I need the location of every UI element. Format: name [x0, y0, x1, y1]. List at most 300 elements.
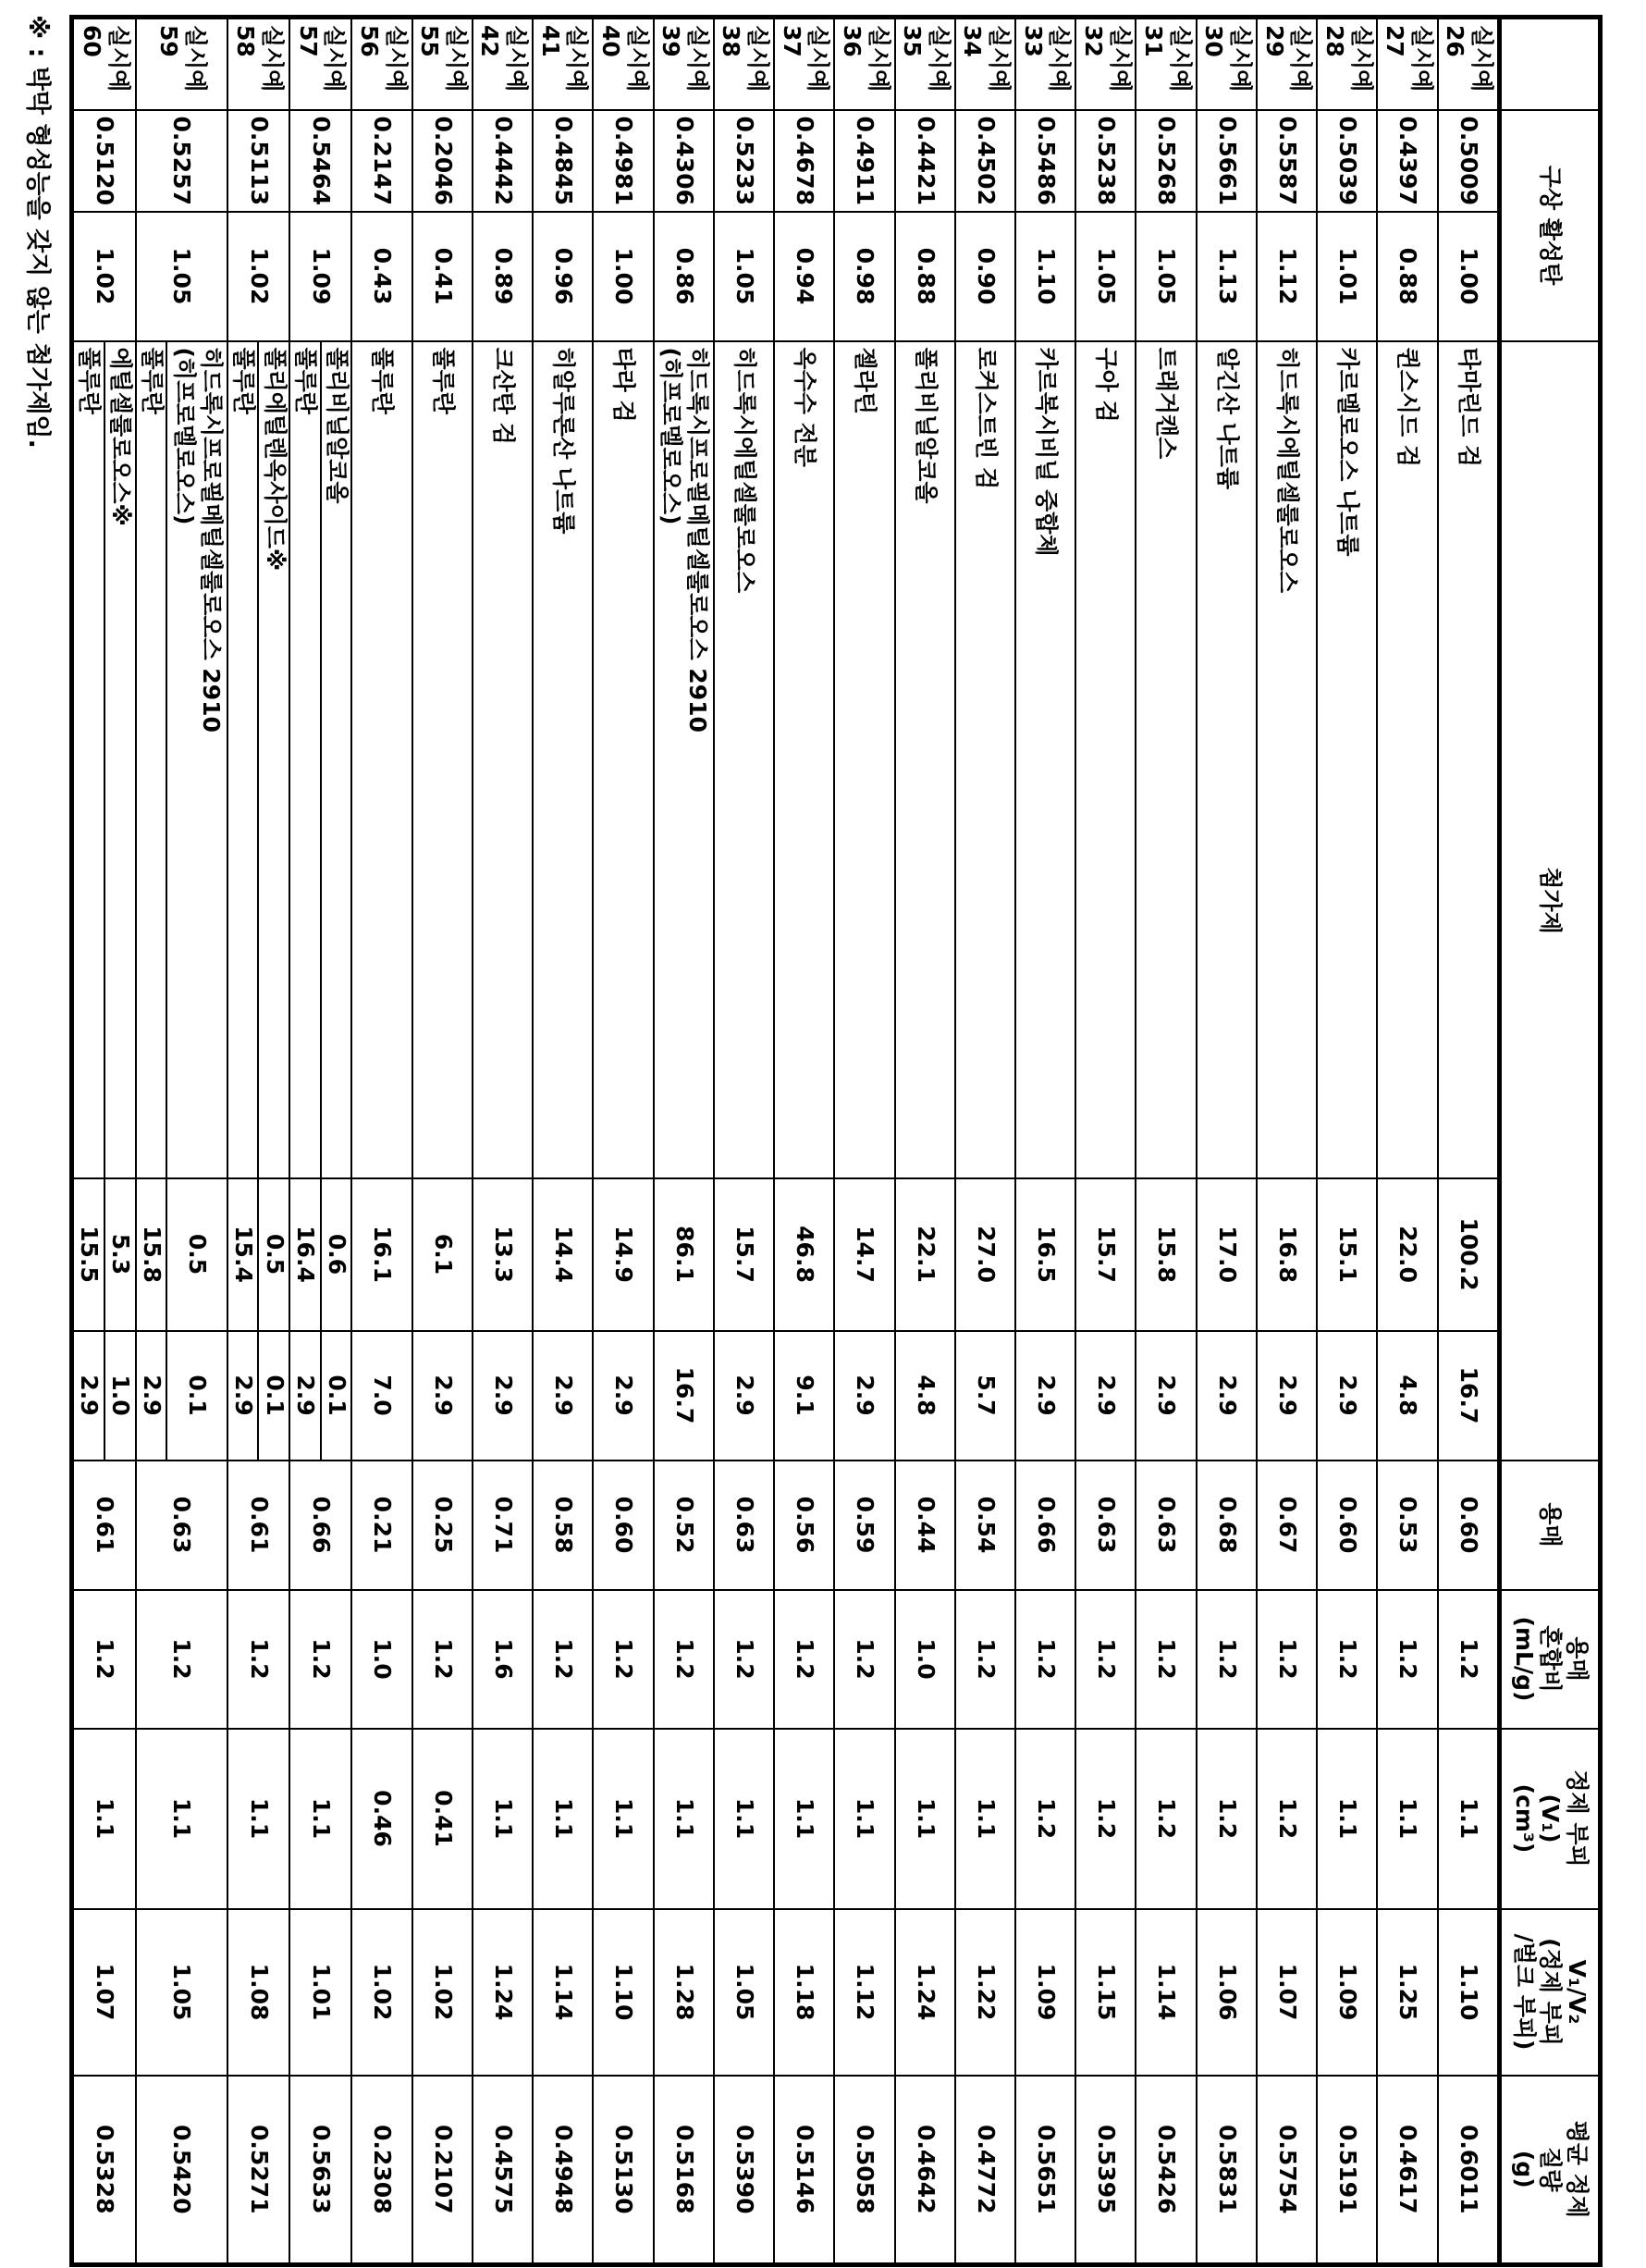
tablet-mass: 0.5058 — [834, 2076, 894, 2265]
solvent: 0.60 — [593, 1461, 653, 1590]
tablet-mass: 0.5390 — [714, 2076, 774, 2265]
header-additive: 첨가제 — [1500, 341, 1601, 1461]
additive-amount: 13.3 — [473, 1178, 533, 1331]
volume-ratio: 1.07 — [1257, 1909, 1317, 2076]
additive-amount: 15.7 — [1075, 1178, 1136, 1331]
table-row — [104, 18, 136, 2265]
additive-name: 풀루란 — [136, 341, 167, 1178]
additive-amount: 15.8 — [136, 1178, 167, 1331]
solvent: 0.67 — [1257, 1461, 1317, 1590]
tablet-mass: 0.5130 — [593, 2076, 653, 2265]
tablet-mass: 0.5168 — [654, 2076, 714, 2265]
additive-amount: 16.1 — [351, 1178, 412, 1331]
header-spherical-carbon: 구상 활성탄 — [1500, 110, 1601, 341]
additive-amount: 14.7 — [834, 1178, 894, 1331]
additive-amount: 15.7 — [714, 1178, 774, 1331]
volume-ratio: 1.24 — [473, 1909, 533, 2076]
additive-ratio: 0.1 — [321, 1331, 352, 1461]
tablet-volume: 1.2 — [1015, 1729, 1075, 1909]
tablet-mass: 0.4642 — [895, 2076, 955, 2265]
additive-amount: 16.5 — [1015, 1178, 1075, 1331]
mix-ratio: 1.2 — [654, 1590, 714, 1729]
additive-amount: 15.8 — [1136, 1178, 1196, 1331]
tablet-mass: 0.5146 — [774, 2076, 834, 2265]
table-row — [1197, 18, 1257, 2265]
tablet-volume: 1.1 — [227, 1729, 289, 1909]
additive-name: 히알루론산 나트륨 — [533, 341, 593, 1178]
carbon-amount: 0.4678 — [774, 110, 834, 212]
example-label: 실시예37 — [774, 18, 834, 110]
table-row — [593, 18, 653, 2265]
tablet-volume: 1.1 — [1377, 1729, 1437, 1909]
volume-ratio: 1.09 — [1015, 1909, 1075, 2076]
example-label: 실시예35 — [895, 18, 955, 110]
header-solvent: 용매 — [1500, 1461, 1601, 1590]
additive-name: 폴리비닐알코올 — [895, 341, 955, 1178]
carbon-ratio: 1.09 — [289, 212, 351, 341]
example-label: 실시예41 — [533, 18, 593, 110]
additive-name: 알긴산 나트륨 — [1197, 341, 1257, 1178]
examples-table — [69, 15, 1603, 2267]
volume-ratio: 1.25 — [1377, 1909, 1437, 2076]
additive-amount: 5.3 — [104, 1178, 136, 1331]
solvent: 0.52 — [654, 1461, 714, 1590]
carbon-ratio: 0.90 — [955, 212, 1015, 341]
table-row — [473, 18, 533, 2265]
tablet-mass: 0.5328 — [72, 2076, 136, 2265]
table-row — [1075, 18, 1136, 2265]
volume-ratio: 1.09 — [1317, 1909, 1377, 2076]
tablet-mass: 0.5420 — [136, 2076, 227, 2265]
carbon-amount: 0.5486 — [1015, 110, 1075, 212]
solvent: 0.66 — [1015, 1461, 1075, 1590]
volume-ratio: 1.14 — [1136, 1909, 1196, 2076]
additive-ratio: 16.7 — [1438, 1331, 1500, 1461]
tablet-mass: 0.2107 — [412, 2076, 473, 2265]
mix-ratio: 1.2 — [289, 1590, 351, 1729]
additive-ratio: 2.9 — [1197, 1331, 1257, 1461]
solvent: 0.58 — [533, 1461, 593, 1590]
tablet-volume: 1.1 — [593, 1729, 653, 1909]
solvent: 0.66 — [289, 1461, 351, 1590]
carbon-ratio: 1.01 — [1317, 212, 1377, 341]
additive-name: 에틸셀룰로오스※ — [104, 341, 136, 1178]
tablet-mass: 0.5633 — [289, 2076, 351, 2265]
additive-ratio: 4.8 — [1377, 1331, 1437, 1461]
tablet-volume: 1.2 — [1197, 1729, 1257, 1909]
additive-name: 로커스트빈 검 — [955, 341, 1015, 1178]
additive-ratio: 0.1 — [166, 1331, 227, 1461]
tablet-volume: 1.1 — [136, 1729, 227, 1909]
table-row — [412, 18, 473, 2265]
example-label: 실시예30 — [1197, 18, 1257, 110]
carbon-ratio: 1.00 — [1438, 212, 1500, 341]
table-row — [1377, 18, 1437, 2265]
carbon-ratio: 1.02 — [72, 212, 136, 341]
example-label: 실시예58 — [227, 18, 289, 110]
additive-ratio: 0.1 — [258, 1331, 289, 1461]
carbon-ratio: 0.86 — [654, 212, 714, 341]
volume-ratio: 1.05 — [714, 1909, 774, 2076]
table-row — [1438, 18, 1500, 2265]
tablet-volume: 1.1 — [72, 1729, 136, 1909]
additive-amount: 14.9 — [593, 1178, 653, 1331]
additive-ratio: 2.9 — [1317, 1331, 1377, 1461]
tablet-volume: 1.1 — [533, 1729, 593, 1909]
solvent: 0.44 — [895, 1461, 955, 1590]
header-row — [1500, 18, 1601, 2265]
carbon-amount: 0.5257 — [136, 110, 227, 212]
carbon-amount: 0.5039 — [1317, 110, 1377, 212]
volume-ratio: 1.28 — [654, 1909, 714, 2076]
carbon-ratio: 1.02 — [227, 212, 289, 341]
tablet-mass: 0.5271 — [227, 2076, 289, 2265]
tablet-mass: 0.5831 — [1197, 2076, 1257, 2265]
mix-ratio: 1.2 — [714, 1590, 774, 1729]
tablet-mass: 0.5754 — [1257, 2076, 1317, 2265]
volume-ratio: 1.12 — [834, 1909, 894, 2076]
example-label: 실시예27 — [1377, 18, 1437, 110]
carbon-amount: 0.5661 — [1197, 110, 1257, 212]
volume-ratio: 1.02 — [412, 1909, 473, 2076]
example-label: 실시예40 — [593, 18, 653, 110]
additive-name: 폴리비닐알코올 — [321, 341, 352, 1178]
carbon-amount: 0.2147 — [351, 110, 412, 212]
carbon-ratio: 1.05 — [714, 212, 774, 341]
mix-ratio: 1.2 — [774, 1590, 834, 1729]
example-label: 실시예32 — [1075, 18, 1136, 110]
additive-ratio: 2.9 — [1075, 1331, 1136, 1461]
carbon-ratio: 0.94 — [774, 212, 834, 341]
additive-amount: 86.1 — [654, 1178, 714, 1331]
mix-ratio: 1.2 — [593, 1590, 653, 1729]
header-mass: 평균 정제 질량 (g) — [1500, 2076, 1601, 2265]
additive-amount: 6.1 — [412, 1178, 473, 1331]
table-row — [714, 18, 774, 2265]
table-row — [1317, 18, 1377, 2265]
mix-ratio: 1.2 — [1317, 1590, 1377, 1729]
additive-ratio: 7.0 — [351, 1331, 412, 1461]
solvent: 0.61 — [227, 1461, 289, 1590]
mix-ratio: 1.2 — [834, 1590, 894, 1729]
additive-ratio: 2.9 — [593, 1331, 653, 1461]
tablet-volume: 1.2 — [1257, 1729, 1317, 1909]
tablet-mass: 0.4948 — [533, 2076, 593, 2265]
mix-ratio: 1.0 — [895, 1590, 955, 1729]
additive-name: 풀루란 — [412, 341, 473, 1178]
tablet-volume: 0.46 — [351, 1729, 412, 1909]
tablet-volume: 1.1 — [1317, 1729, 1377, 1909]
solvent: 0.21 — [351, 1461, 412, 1590]
example-label: 실시예33 — [1015, 18, 1075, 110]
table-row — [258, 18, 289, 2265]
example-label: 실시예36 — [834, 18, 894, 110]
example-label: 실시예26 — [1438, 18, 1500, 110]
additive-name: 풀루란 — [289, 341, 321, 1178]
volume-ratio: 1.10 — [593, 1909, 653, 2076]
carbon-amount: 0.4845 — [533, 110, 593, 212]
mix-ratio: 1.2 — [1257, 1590, 1317, 1729]
carbon-ratio: 0.88 — [895, 212, 955, 341]
volume-ratio: 1.24 — [895, 1909, 955, 2076]
additive-name: 풀루란 — [351, 341, 412, 1178]
additive-name: 옥수수 전분 — [774, 341, 834, 1178]
additive-name: 히드록시프로필메틸셀룰로오스 2910 (히프로멜로오스) — [166, 341, 227, 1178]
mix-ratio: 1.2 — [227, 1590, 289, 1729]
solvent: 0.25 — [412, 1461, 473, 1590]
additive-ratio: 2.9 — [1136, 1331, 1196, 1461]
carbon-amount: 0.4502 — [955, 110, 1015, 212]
mix-ratio: 1.0 — [351, 1590, 412, 1729]
tablet-volume: 1.2 — [1136, 1729, 1196, 1909]
solvent: 0.54 — [955, 1461, 1015, 1590]
additive-name: 폴리에틸렌옥사이드※ — [258, 341, 289, 1178]
volume-ratio: 1.06 — [1197, 1909, 1257, 2076]
mix-ratio: 1.2 — [1075, 1590, 1136, 1729]
table-row — [834, 18, 894, 2265]
additive-ratio: 2.9 — [289, 1331, 321, 1461]
mix-ratio: 1.2 — [72, 1590, 136, 1729]
footnote: ※ : 박막 형성능을 갖지 않는 첨가제임. — [22, 15, 58, 449]
table-row — [654, 18, 714, 2265]
carbon-amount: 0.4981 — [593, 110, 653, 212]
carbon-ratio: 0.88 — [1377, 212, 1437, 341]
additive-amount: 17.0 — [1197, 1178, 1257, 1331]
mix-ratio: 1.2 — [1136, 1590, 1196, 1729]
carbon-amount: 0.5113 — [227, 110, 289, 212]
table-row — [774, 18, 834, 2265]
example-label: 실시예39 — [654, 18, 714, 110]
carbon-amount: 0.2046 — [412, 110, 473, 212]
table-row — [895, 18, 955, 2265]
mix-ratio: 1.2 — [136, 1590, 227, 1729]
tablet-volume: 1.1 — [714, 1729, 774, 1909]
additive-ratio: 2.9 — [834, 1331, 894, 1461]
tablet-mass: 0.6011 — [1438, 2076, 1500, 2265]
example-label: 실시예28 — [1317, 18, 1377, 110]
additive-name: 구아 검 — [1075, 341, 1136, 1178]
table-row — [351, 18, 412, 2265]
carbon-ratio: 1.00 — [593, 212, 653, 341]
tablet-volume: 1.2 — [1075, 1729, 1136, 1909]
example-label: 실시예57 — [289, 18, 351, 110]
mix-ratio: 1.2 — [955, 1590, 1015, 1729]
tablet-mass: 0.2308 — [351, 2076, 412, 2265]
solvent: 0.53 — [1377, 1461, 1437, 1590]
carbon-amount: 0.4911 — [834, 110, 894, 212]
mix-ratio: 1.2 — [412, 1590, 473, 1729]
tablet-volume: 1.1 — [289, 1729, 351, 1909]
additive-amount: 0.5 — [166, 1178, 227, 1331]
additive-ratio: 2.9 — [136, 1331, 167, 1461]
volume-ratio: 1.01 — [289, 1909, 351, 2076]
carbon-ratio: 0.98 — [834, 212, 894, 341]
table-body — [72, 18, 1500, 2265]
carbon-ratio: 1.12 — [1257, 212, 1317, 341]
volume-ratio: 1.15 — [1075, 1909, 1136, 2076]
mix-ratio: 1.2 — [1015, 1590, 1075, 1729]
additive-ratio: 2.9 — [1257, 1331, 1317, 1461]
carbon-ratio: 0.43 — [351, 212, 412, 341]
carbon-ratio: 0.41 — [412, 212, 473, 341]
carbon-ratio: 1.05 — [136, 212, 227, 341]
additive-name: 카르복시비닐 중합체 — [1015, 341, 1075, 1178]
additive-ratio: 4.8 — [895, 1331, 955, 1461]
carbon-amount: 0.5233 — [714, 110, 774, 212]
solvent: 0.60 — [1438, 1461, 1500, 1590]
mix-ratio: 1.2 — [533, 1590, 593, 1729]
carbon-amount: 0.5238 — [1075, 110, 1136, 212]
example-label: 실시예42 — [473, 18, 533, 110]
example-label: 실시예56 — [351, 18, 412, 110]
solvent: 0.63 — [136, 1461, 227, 1590]
additive-ratio: 2.9 — [533, 1331, 593, 1461]
additive-amount: 15.5 — [72, 1178, 104, 1331]
solvent: 0.68 — [1197, 1461, 1257, 1590]
header-tablet-volume: 정제 부피 (V₁) (cm³) — [1500, 1729, 1601, 1909]
additive-amount: 15.1 — [1317, 1178, 1377, 1331]
tablet-volume: 0.41 — [412, 1729, 473, 1909]
additive-amount: 16.8 — [1257, 1178, 1317, 1331]
table-row — [955, 18, 1015, 2265]
additive-amount: 0.6 — [321, 1178, 352, 1331]
rotated-table-page — [19, 15, 1603, 2262]
solvent: 0.71 — [473, 1461, 533, 1590]
solvent: 0.59 — [834, 1461, 894, 1590]
carbon-amount: 0.4442 — [473, 110, 533, 212]
carbon-ratio: 0.89 — [473, 212, 533, 341]
tablet-mass: 0.4575 — [473, 2076, 533, 2265]
additive-amount: 16.4 — [289, 1178, 321, 1331]
additive-name: 타마린드 검 — [1438, 341, 1500, 1178]
additive-name: 타라 검 — [593, 341, 653, 1178]
carbon-ratio: 0.96 — [533, 212, 593, 341]
volume-ratio: 1.07 — [72, 1909, 136, 2076]
additive-amount: 100.2 — [1438, 1178, 1500, 1331]
volume-ratio: 1.14 — [533, 1909, 593, 2076]
mix-ratio: 1.2 — [1438, 1590, 1500, 1729]
solvent: 0.63 — [1075, 1461, 1136, 1590]
solvent: 0.61 — [72, 1461, 136, 1590]
carbon-amount: 0.4306 — [654, 110, 714, 212]
additive-amount: 27.0 — [955, 1178, 1015, 1331]
additive-ratio: 2.9 — [72, 1331, 104, 1461]
volume-ratio: 1.22 — [955, 1909, 1015, 2076]
additive-amount: 22.0 — [1377, 1178, 1437, 1331]
table-row — [533, 18, 593, 2265]
example-label: 실시예31 — [1136, 18, 1196, 110]
carbon-ratio: 1.05 — [1136, 212, 1196, 341]
additive-name: 풀루란 — [72, 341, 104, 1178]
additive-ratio: 2.9 — [473, 1331, 533, 1461]
mix-ratio: 1.6 — [473, 1590, 533, 1729]
additive-name: 히드록시에틸셀룰로오스 — [714, 341, 774, 1178]
example-label: 실시예60 — [72, 18, 136, 110]
volume-ratio: 1.05 — [136, 1909, 227, 2076]
example-label: 실시예38 — [714, 18, 774, 110]
table-row — [166, 18, 227, 2265]
example-label: 실시예59 — [136, 18, 227, 110]
carbon-amount: 0.5120 — [72, 110, 136, 212]
tablet-volume: 1.1 — [955, 1729, 1015, 1909]
mix-ratio: 1.2 — [1377, 1590, 1437, 1729]
tablet-mass: 0.5426 — [1136, 2076, 1196, 2265]
tablet-mass: 0.5191 — [1317, 2076, 1377, 2265]
example-label: 실시예29 — [1257, 18, 1317, 110]
header-mix-ratio: 용매 혼합비 (mL/g) — [1500, 1590, 1601, 1729]
carbon-amount: 0.5587 — [1257, 110, 1317, 212]
carbon-amount: 0.5268 — [1136, 110, 1196, 212]
tablet-volume: 1.1 — [895, 1729, 955, 1909]
volume-ratio: 1.18 — [774, 1909, 834, 2076]
tablet-mass: 0.4617 — [1377, 2076, 1437, 2265]
table-row — [1136, 18, 1196, 2265]
volume-ratio: 1.10 — [1438, 1909, 1500, 2076]
additive-amount: 14.4 — [533, 1178, 593, 1331]
additive-name: 히드록시에틸셀룰로오스 — [1257, 341, 1317, 1178]
tablet-mass: 0.4772 — [955, 2076, 1015, 2265]
tablet-volume: 1.1 — [834, 1729, 894, 1909]
additive-name: 트래거캔스 — [1136, 341, 1196, 1178]
tablet-volume: 1.1 — [774, 1729, 834, 1909]
table-row — [1015, 18, 1075, 2265]
additive-amount: 46.8 — [774, 1178, 834, 1331]
additive-ratio: 2.9 — [714, 1331, 774, 1461]
additive-ratio: 2.9 — [227, 1331, 259, 1461]
tablet-volume: 1.1 — [473, 1729, 533, 1909]
tablet-volume: 1.1 — [654, 1729, 714, 1909]
tablet-mass: 0.5395 — [1075, 2076, 1136, 2265]
carbon-amount: 0.4421 — [895, 110, 955, 212]
example-label: 실시예34 — [955, 18, 1015, 110]
tablet-volume: 1.1 — [1438, 1729, 1500, 1909]
carbon-ratio: 1.13 — [1197, 212, 1257, 341]
additive-name: 젤라틴 — [834, 341, 894, 1178]
example-label: 실시예55 — [412, 18, 473, 110]
mix-ratio: 1.2 — [1197, 1590, 1257, 1729]
volume-ratio: 1.08 — [227, 1909, 289, 2076]
additive-name: 퀸스시드 검 — [1377, 341, 1437, 1178]
additive-ratio: 9.1 — [774, 1331, 834, 1461]
tablet-mass: 0.5651 — [1015, 2076, 1075, 2265]
additive-name: 크산탄 검 — [473, 341, 533, 1178]
volume-ratio: 1.02 — [351, 1909, 412, 2076]
carbon-amount: 0.4397 — [1377, 110, 1437, 212]
additive-ratio: 2.9 — [412, 1331, 473, 1461]
carbon-amount: 0.5009 — [1438, 110, 1500, 212]
additive-ratio: 2.9 — [1015, 1331, 1075, 1461]
additive-ratio: 16.7 — [654, 1331, 714, 1461]
additive-name: 풀루란 — [227, 341, 259, 1178]
additive-amount: 0.5 — [258, 1178, 289, 1331]
table-row — [321, 18, 352, 2265]
additive-name: 히드록시프로필메틸셀룰로오스 2910 (히프로멜로오스) — [654, 341, 714, 1178]
solvent: 0.63 — [714, 1461, 774, 1590]
solvent: 0.56 — [774, 1461, 834, 1590]
additive-amount: 15.4 — [227, 1178, 259, 1331]
carbon-amount: 0.5464 — [289, 110, 351, 212]
additive-ratio: 1.0 — [104, 1331, 136, 1461]
header-volume-ratio: V₁/V₂ (정제 부피 /벌크 부피) — [1500, 1909, 1601, 2076]
carbon-ratio: 1.10 — [1015, 212, 1075, 341]
header-example — [1500, 18, 1601, 110]
solvent: 0.63 — [1136, 1461, 1196, 1590]
additive-ratio: 5.7 — [955, 1331, 1015, 1461]
solvent: 0.60 — [1317, 1461, 1377, 1590]
additive-amount: 22.1 — [895, 1178, 955, 1331]
carbon-ratio: 1.05 — [1075, 212, 1136, 341]
table-row — [1257, 18, 1317, 2265]
